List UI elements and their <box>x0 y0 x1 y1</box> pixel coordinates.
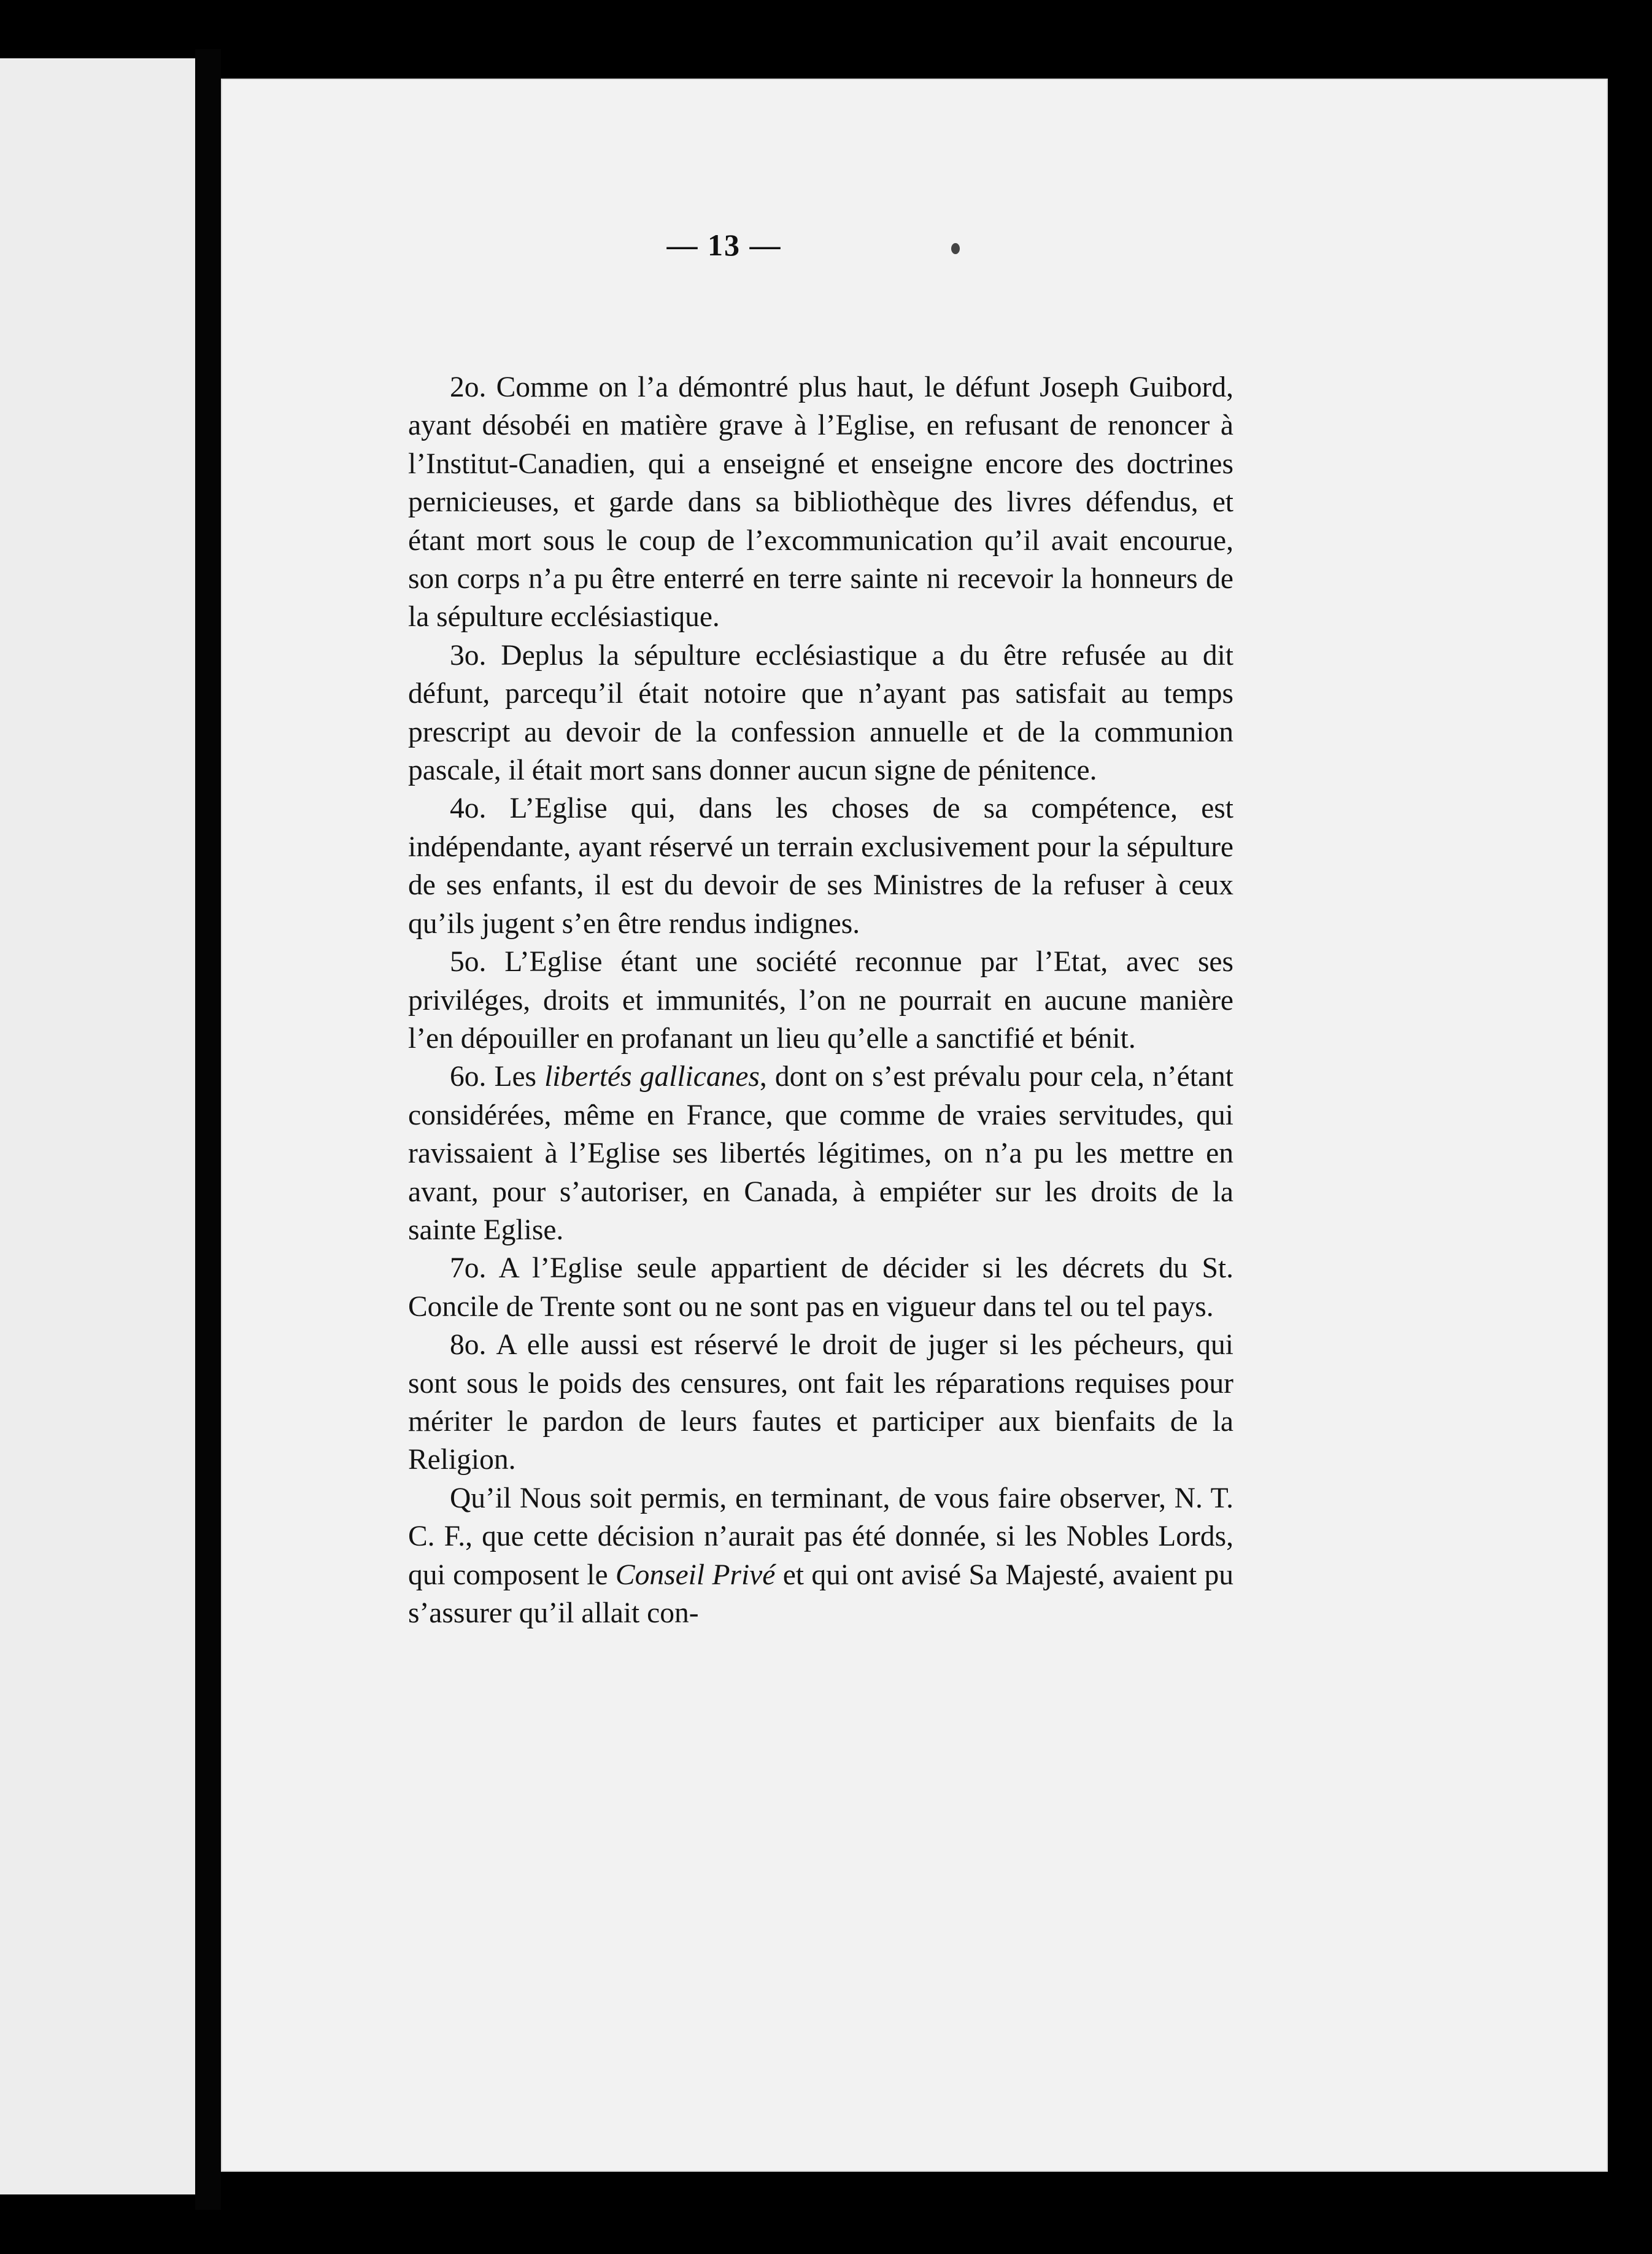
paragraph-text: 4o. L’Eglise qui, dans les choses de sa compétence, est indépendante, ayant réservé un terrain exclusivement pour la sépulture de ses enfants, il est du devoir de ses Ministres de la refuser à ceux qu’ils jugent s’en être rendus indignes. <box>408 792 1233 940</box>
binding-gutter <box>195 49 221 2210</box>
paragraph-7 <box>408 1249 1233 1326</box>
italic-phrase: Conseil Privé <box>615 1559 776 1591</box>
paragraph-5 <box>408 943 1233 1058</box>
ink-speck <box>951 243 960 254</box>
paragraph-text: Qu’il Nous soit permis, en terminant, de vous faire observer, N. T. C. F., que cette décision n’aurait pas été donnée, si les Nobles Lords, qui composent le <box>408 1482 1233 1591</box>
italic-phrase: libertés gallicanes <box>544 1061 760 1093</box>
facing-page-edge <box>0 58 195 2194</box>
paragraph-closing <box>408 1479 1233 1633</box>
paragraph-text: 7o. A l’Eglise seule appartient de décider si les décrets du St. Concile de Trente sont ou ne sont pas en vigueur dans tel ou tel pays. <box>408 1252 1233 1323</box>
paragraph-text: , dont on s’est prévalu pour cela, n’étant considérées, même en France, que comme de vraies servitudes, qui ravissaient à l’Eglise ses libertés légitimes, on n’a pu les mettre en avant, pour s’autoriser, en Canada, à empiéter sur les droits de la sainte Eglise. <box>408 1061 1233 1246</box>
paragraph-6 <box>408 1058 1233 1249</box>
paragraph-2 <box>408 368 1233 637</box>
paragraph-3 <box>408 637 1233 790</box>
paragraph-text: 2o. Comme on l’a démontré plus haut, le défunt Joseph Guibord, ayant désobéi en matière grave à l’Eglise, en refusant de renoncer à l’Institut-Canadien, qui a enseigné et enseigne encore des doctrines pernicieuses, et garde dans sa bibliothèque des livres défendus, et étant mort sous le coup de l’excommunication qu’il avait encourue, son corps n’a pu être enterré en terre sainte ni recevoir la honneurs de la sépulture ecclésiastique. <box>408 371 1233 633</box>
paragraph-8 <box>408 1326 1233 1479</box>
paragraph-text: et qui ont avisé Sa Majesté, avaient pu s’assurer qu’il allait con- <box>408 1559 1233 1629</box>
paragraph-text: 3o. Deplus la sépulture ecclésiastique a du être refusée au dit défunt, parcequ’il était notoire que n’ayant pas satisfait au temps prescript au devoir de la confession annuelle et de la communion pascale, il était mort sans donner aucun signe de pénitence. <box>408 639 1233 787</box>
paragraph-text: 5o. L’Eglise étant une société reconnue par l’Etat, avec ses priviléges, droits et immunités, l’on ne pourrait en aucune manière l’en dépouiller en profanant un lieu qu’elle a sanctifié et bénit. <box>408 946 1233 1055</box>
paragraph-text: 6o. Les <box>450 1061 545 1093</box>
page-number: — 13 — <box>666 228 782 262</box>
paragraph-text: 8o. A elle aussi est réservé le droit de juger si les pécheurs, qui sont sous le poids des censures, ont fait les réparations requises pour mériter le pardon de leurs fautes et participer aux bienfaits de la Religion. <box>408 1329 1233 1476</box>
body-text <box>408 368 1233 1632</box>
paragraph-4 <box>408 789 1233 943</box>
